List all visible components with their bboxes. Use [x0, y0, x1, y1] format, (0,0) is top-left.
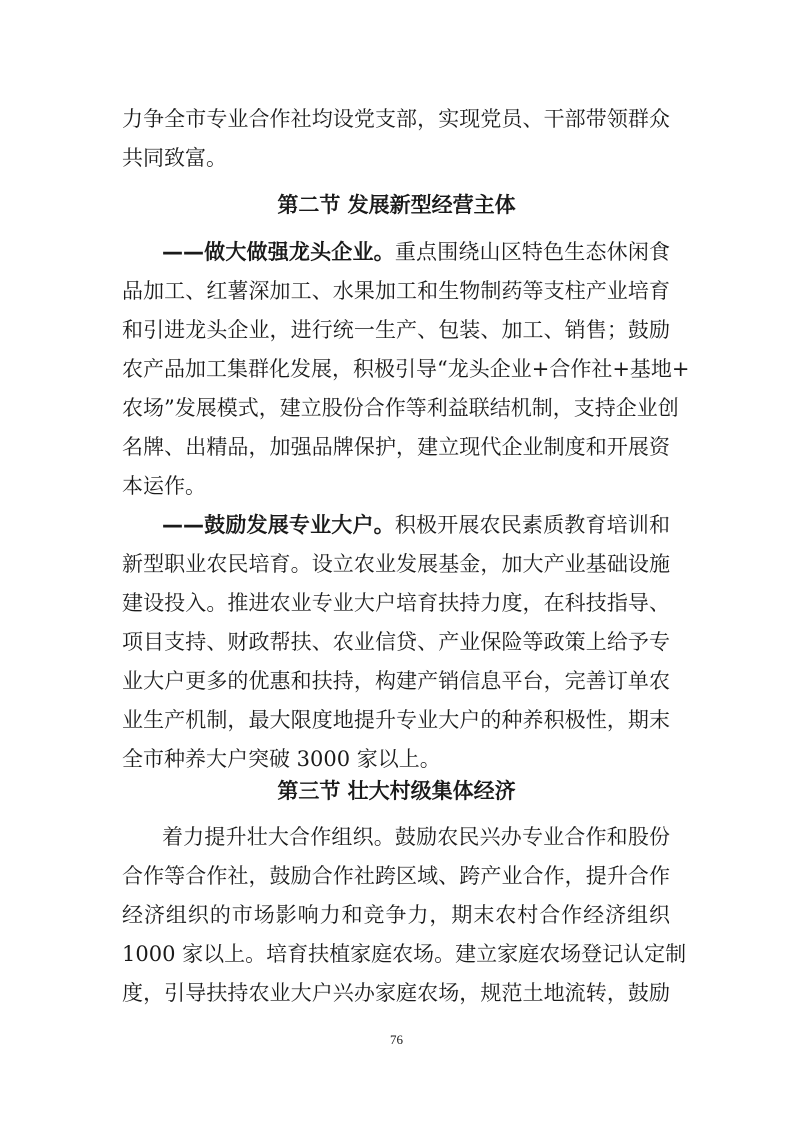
paragraph-line: 业大户更多的优惠和扶持，构建产销信息平台，完善订单农 — [122, 669, 670, 693]
paragraph-lead: ——做大做强龙头企业。 — [162, 240, 395, 264]
paragraph-line — [162, 237, 670, 267]
paragraph-line: 农场”发展模式，建立股份合作等利益联结机制，支持企业创 — [122, 396, 679, 420]
page-number: 76 — [390, 1032, 403, 1047]
paragraph-line: 项目支持、财政帮扶、农业信贷、产业保险等政策上给予专 — [122, 630, 670, 654]
paragraph-text: 积极开展农民素质教育培训和 — [394, 513, 671, 537]
paragraph-line: 本运作。 — [122, 474, 206, 498]
paragraph-line: 经济组织的市场影响力和竞争力，期末农村合作经济组织 — [122, 903, 670, 927]
paragraph-line: 力争全市专业合作社均设党支部，实现党员、干部带领群众 — [122, 107, 670, 131]
paragraph-line: 度，引导扶持农业大户兴办家庭农场，规范土地流转，鼓励 — [122, 981, 670, 1005]
paragraph-lead: ——鼓励发展专业大户。 — [162, 513, 395, 537]
paragraph-line: 和引进龙头企业，进行统一生产、包装、加工、销售；鼓励 — [122, 318, 670, 342]
paragraph-line: 建设投入。推进农业专业大户培育扶持力度，在科技指导、 — [122, 591, 670, 615]
paragraph-line: 全市种养大户突破 3000 家以上。 — [122, 747, 441, 771]
paragraph-line: 着力提升壮大合作组织。鼓励农民兴办专业合作和股份 — [162, 825, 670, 849]
section-heading: 第三节 壮大村级集体经济 — [277, 779, 516, 803]
paragraph-line: 名牌、出精品，加强品牌保护，建立现代企业制度和开展资 — [122, 435, 670, 459]
paragraph-line: 共同致富。 — [122, 146, 227, 170]
paragraph-line: 品加工、红薯深加工、水果加工和生物制药等支柱产业培育 — [122, 279, 670, 303]
paragraph-line: 新型职业农民培育。设立农业发展基金，加大产业基础设施 — [122, 552, 670, 576]
paragraph-line: 合作等合作社，鼓励合作社跨区域、跨产业合作，提升合作 — [122, 864, 670, 888]
paragraph-line: 1000 家以上。培育扶植家庭农场。建立家庭农场登记认定制 — [122, 942, 687, 966]
paragraph-line: 业生产机制，最大限度地提升专业大户的种养积极性，期末 — [122, 708, 670, 732]
paragraph-line: 农产品加工集群化发展，积极引导“龙头企业+合作社+基地+ — [122, 357, 690, 381]
section-heading: 第二节 发展新型经营主体 — [277, 193, 516, 217]
paragraph-line — [162, 510, 670, 540]
paragraph-text: 重点围绕山区特色生态休闲食 — [394, 240, 671, 264]
